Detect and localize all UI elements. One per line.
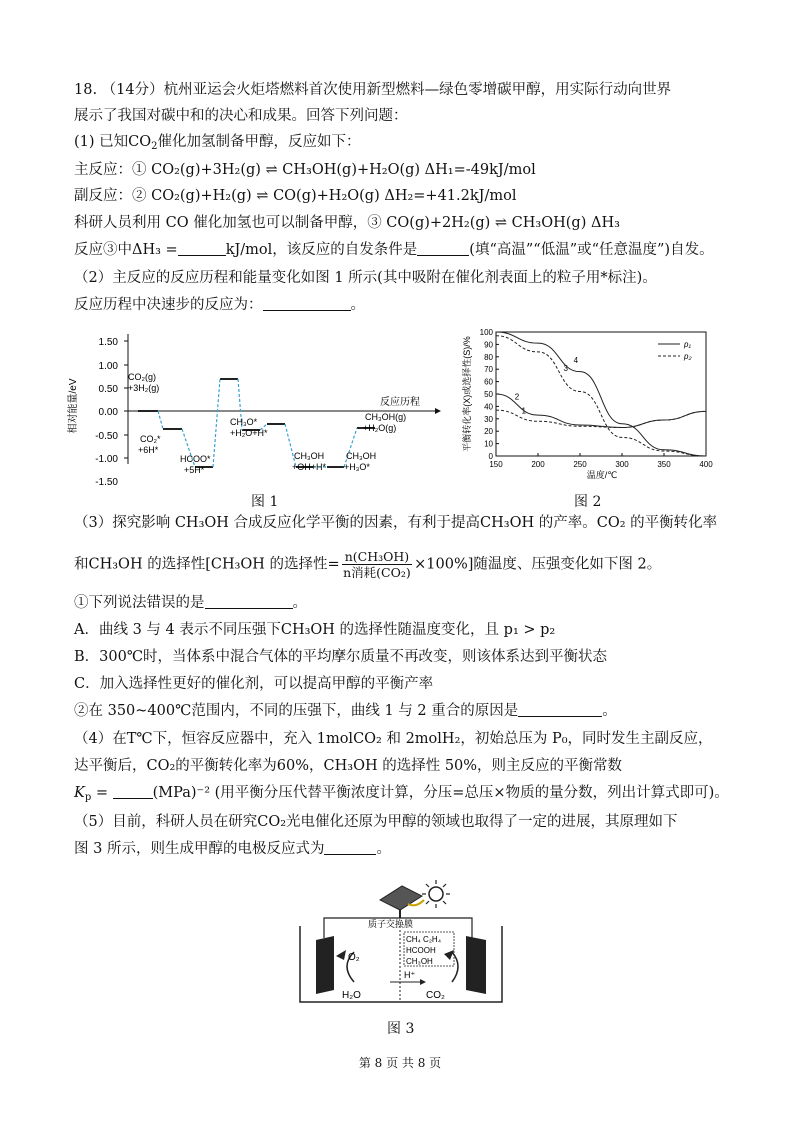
- part5-question: [74, 839, 391, 859]
- part2-intro: （2）主反应的反应历程和能量变化如图 1 所示(其中吸附在催化剂表面上的粒子用*标注)。: [74, 270, 657, 286]
- fig3-hplus: H⁺: [404, 970, 416, 980]
- svg-text:1.00: 1.00: [98, 361, 118, 372]
- y-tick-label: 0: [488, 452, 493, 461]
- svg-text:+5H*: +5H*: [184, 465, 205, 475]
- y-tick-label: 20: [484, 427, 493, 437]
- svg-text:0.00: 0.00: [98, 407, 118, 418]
- reaction-3: 科研人员利用 CO 催化加氢也可以制备甲醇，③ CO(g)+2H₂(g) ⇌ CH₃OH(g) ΔH₃: [74, 215, 620, 231]
- kp-symbol: K: [74, 785, 85, 801]
- fig3-co2: CO₂: [426, 990, 445, 1001]
- part1-intro: (1) 已知$CO_2$催化加氢制备甲醇，反应如下：: [74, 134, 361, 152]
- part4-q-c: (MPa)⁻² (用平衡分压代替平衡浓度计算，分压=总压×物质的量分数，列出计算式即可)。: [152, 785, 729, 801]
- part2-question: [74, 295, 365, 315]
- curve-3: [496, 336, 706, 456]
- svg-text:CH₃OH(g): CH₃OH(g): [365, 412, 407, 422]
- part4-intro: （4）在T℃下，恒容反应器中，充入 1molCO₂ 和 2molH₂，初始总压为 P₀，同时发生主副反应，: [74, 731, 713, 747]
- option-c: C．加入选择性更好的催化剂，可以提高甲醇的平衡产率: [74, 676, 434, 692]
- x-tick-label: 250: [573, 460, 587, 469]
- legend-label: p₁: [684, 340, 691, 349]
- x-tick-label: 350: [657, 460, 671, 469]
- selectivity-fraction: [342, 549, 412, 580]
- svg-text:CO₂(g): CO₂(g): [128, 372, 156, 382]
- part1-intro-b: 催化加氢制备甲醇，反应如下：: [157, 134, 361, 150]
- part1-question: [74, 240, 714, 260]
- question-title: 18. （14分）杭州亚运会火炬塔燃料首次使用新型燃料—绿色零增碳甲醇，用实际行动向世界: [74, 82, 672, 98]
- page-footer: 第 8 页 共 8 页: [358, 1056, 442, 1070]
- part2-q-b: 。: [350, 297, 365, 313]
- x-tick-label: 150: [489, 460, 503, 469]
- y-tick-label: 40: [484, 402, 493, 412]
- option-a: A．曲线 3 与 4 表示不同压强下CH₃OH 的选择性随温度变化，且 p₁ > p₂: [74, 622, 556, 638]
- svg-text:CO₂*: CO₂*: [140, 434, 161, 444]
- svg-text:+H₃O*: +H₃O*: [344, 462, 370, 472]
- part3-intro: （3）探究影响 CH₃OH 合成反应化学平衡的因素，有利于提高CH₃OH 的产率。CO₂ 的平衡转化率: [74, 515, 718, 531]
- svg-text:HCOO*: HCOO*: [180, 454, 211, 464]
- answer-blank[interactable]: [113, 784, 153, 799]
- svg-text:+3H₂(g): +3H₂(g): [128, 383, 160, 393]
- part3-q2-a: ②在 350~400℃范围内，不同的压强下，曲线 1 与 2 重合的原因是: [74, 703, 519, 719]
- svg-text:+H₂O(g): +H₂O(g): [363, 423, 397, 433]
- curve-label: 3: [563, 364, 568, 374]
- fig1-ticks: [95, 337, 118, 488]
- svg-text:1.50: 1.50: [98, 337, 118, 348]
- curve-label: 1: [521, 406, 526, 416]
- part3-q2-b: 。: [602, 703, 617, 719]
- solar-panel-icon: [380, 886, 422, 918]
- answer-blank[interactable]: [178, 241, 226, 256]
- fig3-prod2: HCOOH: [406, 946, 436, 955]
- y-tick-label: 100: [479, 328, 493, 337]
- fig3-h2o: H₂O: [342, 990, 361, 1001]
- svg-text:-0.50: -0.50: [95, 431, 118, 442]
- part4-question: $K_p = (MPa)^{-2}$ (用平衡分压代替平衡浓度计算，分压=总压×物质的量分数，列出计算式即可)。: [74, 785, 729, 803]
- y-tick-label: 10: [484, 439, 493, 449]
- fig3-prod1: CH₄ C₂H₄: [406, 935, 441, 944]
- fig3-prod3: CH₃OH: [406, 957, 433, 966]
- fig3-o2: O₂: [348, 952, 360, 963]
- def-a: 和CH₃OH 的选择性[CH₃OH 的选择性=: [74, 556, 340, 573]
- part2-q-a: 反应历程中决速步的反应为：: [74, 297, 263, 313]
- y-tick-label: 50: [484, 390, 493, 399]
- fig3-membrane-label: 质子交换膜: [368, 919, 414, 929]
- figure-3-caption: 图 3: [387, 1021, 415, 1037]
- answer-blank[interactable]: [205, 594, 293, 609]
- part3-q1-a: ①下列说法错误的是: [74, 595, 205, 611]
- anode: [316, 936, 334, 994]
- svg-text:CH₃OH: CH₃OH: [294, 451, 325, 461]
- fig1-ylabel: 相对能量/eV: [68, 378, 79, 434]
- chart-xlabel: 温度/℃: [586, 470, 618, 480]
- frac-den: n消耗(CO₂): [343, 565, 411, 580]
- y-tick-label: 30: [484, 414, 493, 424]
- part5-intro: （5）目前，科研人员在研究CO₂光电催化还原为甲醇的领域也取得了一定的进展，其原理如下: [74, 814, 678, 830]
- cathode: [466, 936, 486, 994]
- option-b: B．300℃时，当体系中混合气体的平均摩尔质量不再改变，则该体系达到平衡状态: [74, 649, 608, 665]
- kp-eq: =: [95, 785, 109, 801]
- part1-q-b: kJ/mol，该反应的自发条件是: [225, 242, 418, 258]
- x-tick-label: 300: [615, 460, 629, 469]
- figure-3-cell-diagram: [296, 880, 506, 1010]
- y-tick-label: 70: [484, 365, 493, 375]
- part1-intro-a: (1) 已知CO: [74, 134, 152, 150]
- curve-label: 4: [573, 355, 579, 365]
- side-reaction: 副反应：② CO₂(g)+H₂(g) ⇌ CO(g)+H₂O(g) ΔH₂=+41.2kJ/mol: [74, 188, 517, 204]
- question-intro: 展示了我国对碳中和的决心和成果。回答下列问题：: [74, 108, 408, 124]
- def-b: ×100%]随温度、压强变化如下图 2。: [414, 556, 662, 573]
- svg-text:0.50: 0.50: [98, 384, 118, 395]
- answer-blank[interactable]: [518, 702, 602, 717]
- figure-2-caption: 图 2: [574, 494, 602, 510]
- figure-2-chart: [462, 324, 722, 482]
- y-tick-label: 80: [484, 352, 493, 362]
- part3-q1: [74, 593, 307, 613]
- chart-ylabel: 平衡转化率(X)或选择性(S)/%: [462, 336, 472, 452]
- svg-text:-1.00: -1.00: [95, 454, 118, 465]
- main-reaction: 主反应：① CO₂(g)+3H₂(g) ⇌ CH₃OH(g)+H₂O(g) ΔH₁=-49kJ/mol: [74, 162, 536, 178]
- answer-blank[interactable]: [324, 840, 376, 855]
- curve-label: 2: [514, 392, 520, 402]
- frac-num: n(CH₃OH): [342, 549, 412, 565]
- answer-blank[interactable]: [263, 296, 351, 311]
- figure-1-caption: 图 1: [251, 494, 279, 510]
- svg-text:+H₂O+H*: +H₂O+H*: [230, 428, 268, 438]
- x-tick-label: 400: [699, 460, 713, 469]
- fig1-xlabel: 反应历程: [380, 397, 420, 408]
- part5-q-a: 图 3 所示，则生成甲醇的电极反应式为: [74, 841, 325, 857]
- svg-text:+OH+H*: +OH+H*: [292, 462, 327, 472]
- y-tick-label: 90: [484, 340, 493, 350]
- svg-text:+6H*: +6H*: [138, 445, 159, 455]
- part1-q-c: (填“高温”“低温”或“任意温度”)自发。: [469, 242, 714, 258]
- svg-text:CH₃OH: CH₃OH: [346, 451, 377, 461]
- y-tick-label: 60: [484, 377, 493, 387]
- part1-q-a: 反应③中ΔH₃ =: [74, 242, 178, 258]
- answer-blank[interactable]: [417, 241, 469, 256]
- selectivity-definition: [74, 549, 661, 580]
- figure-1-energy-profile: [68, 328, 445, 488]
- part3-q1-b: 。: [292, 595, 307, 611]
- part5-q-b: 。: [376, 841, 391, 857]
- part4-data: 达平衡后，CO₂的平衡转化率为60%，CH₃OH 的选择性 50%，则主反应的平衡常数: [74, 758, 623, 774]
- svg-text:CH₃O*: CH₃O*: [230, 417, 258, 427]
- x-tick-label: 200: [531, 460, 545, 469]
- legend-label: p₂: [684, 352, 692, 361]
- svg-text:-1.50: -1.50: [95, 477, 118, 488]
- part3-q2: [74, 701, 617, 721]
